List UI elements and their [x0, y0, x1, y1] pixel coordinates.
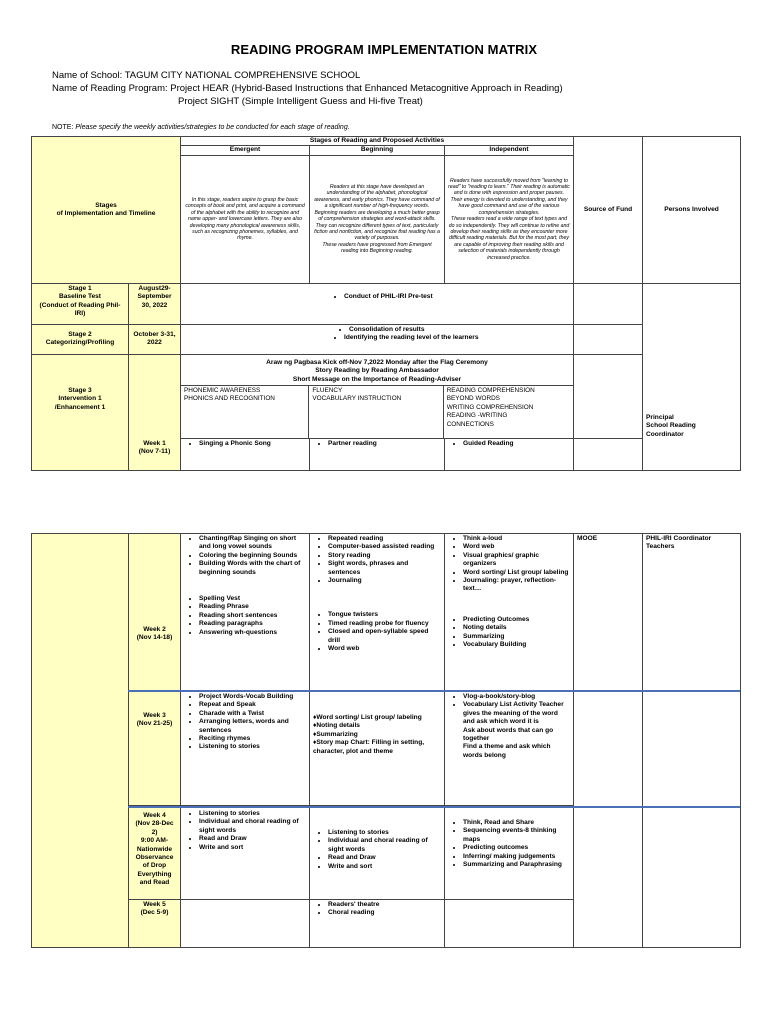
- focus-beginning: FLUENCY VOCABULARY INSTRUCTION: [308, 386, 442, 438]
- header-independent: Independent: [445, 146, 574, 155]
- list-item: • Tongue twisters: [328, 611, 441, 619]
- list-item: • Word web: [463, 543, 570, 551]
- list-item: • Reading paragraphs: [199, 620, 306, 628]
- list-item: • Write and sort: [328, 863, 441, 871]
- week3-beginning: ♦Word sorting/ List group/ labeling ♦Noting details ♦Summarizing ♦Story map Chart: Filling in setting, character, plot and theme: [310, 692, 445, 806]
- stage3-activities: [181, 354, 574, 438]
- list-item: • Charade with a Twist: [199, 710, 306, 718]
- matrix-table-1: [31, 136, 741, 471]
- week3-independent: [448, 693, 570, 760]
- list-item: • Think a-loud: [463, 535, 570, 543]
- note: [52, 124, 350, 131]
- matrix-table-2: [31, 533, 741, 948]
- week2-emergent: [184, 595, 306, 637]
- list-item: • Inferring/ making judgements: [463, 853, 570, 861]
- list-item: • Predicting outcomes: [463, 844, 570, 852]
- list-item: • Vocabulary List Activity Teacher gives the meaning of the word and ask which word it is Ask about words that can go together Find a theme and ask which words belong: [463, 701, 570, 760]
- list-item: • Read and Draw: [199, 835, 306, 843]
- row-divider: [128, 690, 740, 692]
- stage2-activity-1: • Consolidation of results: [349, 326, 570, 334]
- list-item: • Listening to stories: [199, 810, 306, 818]
- week2-beginning-pre: [313, 535, 441, 585]
- stage2-activity-2: • Identifying the reading level of the learners: [344, 334, 570, 342]
- stage1-label: Stage 1 Baseline Test (Conduct of Reading Phil-IRI): [32, 283, 129, 324]
- week5-beginning: [313, 901, 441, 918]
- week1-label: Week 1 (Nov 7-11): [129, 439, 181, 471]
- school-name: Name of School: TAGUM CITY NATIONAL COMPREHENSIVE SCHOOL: [52, 70, 361, 81]
- list-item: • Word web: [328, 645, 441, 653]
- stage3-continued: [32, 534, 129, 948]
- week4-beginning: [313, 829, 441, 871]
- list-item: • Reading short sentences: [199, 612, 306, 620]
- row-divider: [128, 806, 740, 808]
- list-item: • Summarizing: [463, 633, 570, 641]
- list-item: • Vocabulary Building: [463, 641, 570, 649]
- kickoff-line-1: Araw ng Pagbasa Kick off-Nov 7,2022 Monday after the Flag Ceremony: [266, 358, 488, 366]
- list-item: • Listening to stories: [199, 743, 306, 751]
- list-item: • Visual graphics/ graphic organizers: [463, 552, 570, 569]
- list-item: • Timed reading probe for fluency: [328, 620, 441, 628]
- week4-emergent: [184, 810, 306, 852]
- week2-label: Week 2 (Nov 14-18): [129, 534, 181, 692]
- list-item: • Closed and open-syllable speed drill: [328, 628, 441, 645]
- list-item: • Arranging letters, words and sentences: [199, 718, 306, 735]
- stage3-label: Stage 3 Intervention 1 /Enhancement 1: [32, 354, 129, 470]
- program-name: Name of Reading Program: Project HEAR (Hybrid-Based Instructions that Enhanced Metacognitive Approach in Reading): [52, 83, 563, 94]
- header-emergent: Emergent: [181, 146, 310, 155]
- list-item: • Write and sort: [199, 844, 306, 852]
- desc-beginning: Readers at this stage have developed an understanding of the alphabet, phonological awareness, and early phonics. They have command of a significant number of high-frequency words. Beginning readers are developing a much better grasp of comprehension strategies and word-attack skills. They can recognize different types of text, particularly fiction and nonfiction, and recognize that reading has a variety of purposes. These readers have progressed from Emergent reading into Beginning reading.: [310, 155, 445, 283]
- list-item: • Repeat and Speak: [199, 701, 306, 709]
- list-item: • Story reading: [328, 552, 441, 560]
- week1-beginning: • Partner reading: [328, 440, 441, 448]
- focus-independent: READING COMPREHENSION BEYOND WORDS WRITING COMPREHENSION READING -WRITING CONNECTIONS: [443, 386, 573, 438]
- stage3-persons: Principal School Reading Coordinator: [643, 283, 741, 470]
- list-item: • Think, Read and Share: [463, 819, 570, 827]
- list-item: • Read and Draw: [328, 854, 441, 862]
- week1-fund: [574, 439, 643, 471]
- list-item: • Building Words with the chart of beginning sounds: [199, 560, 306, 577]
- list-item: • Project Words-Vocab Building: [199, 693, 306, 701]
- stage2-date: October 3-31, 2022: [129, 324, 181, 354]
- program-name-2: Project SIGHT (Simple Intelligent Guess and Hi-five Treat): [178, 96, 423, 107]
- list-item: • Summarizing and Paraphrasing: [463, 861, 570, 869]
- stage3-fund: [574, 354, 643, 438]
- list-item: • Journaling: prayer, reflection-text…: [463, 577, 570, 594]
- note-text: Please specify the weekly activities/strategies to be conducted for each stage of reading.: [75, 124, 350, 131]
- stage2-label: Stage 2 Categorizing/Profiling: [32, 324, 129, 354]
- week3-emergent: [184, 693, 306, 752]
- week3-label: Week 3 (Nov 21-25): [129, 692, 181, 806]
- list-item: • Word sorting/ List group/ labeling: [463, 569, 570, 577]
- list-item: • Computer-based assisted reading: [328, 543, 441, 551]
- week5-independent: [445, 900, 574, 948]
- list-item: • Spelling Vest: [199, 595, 306, 603]
- week5-label: Week 5 (Dec 5-9): [129, 900, 181, 948]
- list-item: • Reciting rhymes: [199, 735, 306, 743]
- week1-emergent: • Singing a Phonic Song: [199, 440, 306, 448]
- desc-emergent: In this stage, readers aspire to grasp the basic concepts of book and print, and acquire a command of the alphabet with the ability to recognize and name upper- and lowercase letters. They are also developing many phonological awareness skills, such as recognizing phonemes, syllables, and rhyme.: [181, 155, 310, 283]
- list-item: • Individual and choral reading of sight words: [199, 818, 306, 835]
- list-item: • Repeated reading: [328, 535, 441, 543]
- list-item: • Journaling: [328, 577, 441, 585]
- stage3-date: [129, 354, 181, 438]
- stage2-fund: [574, 324, 643, 354]
- week1-independent: • Guided Reading: [463, 440, 570, 448]
- list-item: • Listening to stories: [328, 829, 441, 837]
- table2-fund: MOOE: [574, 534, 643, 948]
- header-stages: Stages of Implementation and Timeline: [32, 137, 181, 284]
- kickoff-line-2: Story Reading by Reading Ambassador: [315, 367, 439, 375]
- desc-independent: Readers have successfully moved from "learning to read" to "reading to learn." Their reading is automatic and is done with expression and proper pauses. Their energy is devoted to understanding, and they have good command and use of the various comprehension strategies. These readers read a wide range of text types and do so independently. They will continue to refine and develop their reading skills as they encounter more difficult reading materials. But for the most part, they are capable of improving their reading skills and selection of materials independently through increased practice.: [445, 155, 574, 283]
- table2-persons: PHIL-IRI Coordinator Teachers: [643, 534, 741, 948]
- list-item: • Reading Phrase: [199, 603, 306, 611]
- week2-independent-pre: [448, 535, 570, 594]
- week5-emergent: [181, 900, 310, 948]
- list-item: • Coloring the beginning Sounds: [199, 552, 306, 560]
- stage1-fund: [574, 283, 643, 324]
- document-meta: [52, 69, 563, 108]
- kickoff-line-3: Short Message on the Importance of Reading-Adviser: [292, 375, 462, 383]
- header-stages-reading: Stages of Reading and Proposed Activities: [181, 137, 574, 146]
- list-item: • Answering wh-questions: [199, 629, 306, 637]
- list-item: • Predicting Outcomes: [463, 616, 570, 624]
- list-item: • Choral reading: [328, 909, 441, 917]
- list-item: • Vlog-a-book/story-blog: [463, 693, 570, 701]
- list-item: • Chanting/Rap Singing on short and long vowel sounds: [199, 535, 306, 552]
- list-item: • Sight words, phrases and sentences: [328, 560, 441, 577]
- week2-independent: [448, 616, 570, 650]
- week2-beginning: [313, 611, 441, 653]
- header-source-fund: Source of Fund: [574, 137, 643, 284]
- stage1-date: August29-September 30, 2022: [129, 283, 181, 324]
- list-item: • Individual and choral reading of sight words: [328, 837, 441, 854]
- header-persons: Persons Involved: [643, 137, 741, 284]
- week4-independent: [448, 819, 570, 869]
- focus-emergent: PHONEMIC AWARENESS PHONICS AND RECOGNITION: [184, 387, 275, 403]
- list-item: • Noting details: [463, 624, 570, 632]
- list-item: • Readers' theatre: [328, 901, 441, 909]
- note-label: NOTE:: [52, 124, 74, 131]
- week2-emergent-pre: [184, 535, 306, 577]
- header-beginning: Beginning: [310, 146, 445, 155]
- stage1-activity: • Conduct of PHIL-IRI Pre-test: [344, 293, 570, 301]
- list-item: • Sequencing events-8 thinking maps: [463, 827, 570, 844]
- document-title: READING PROGRAM IMPLEMENTATION MATRIX: [230, 42, 538, 57]
- week4-label: Week 4 (Nov 28-Dec 2) 9:00 AM-Nationwide Observance of Drop Everything and Read: [129, 806, 181, 900]
